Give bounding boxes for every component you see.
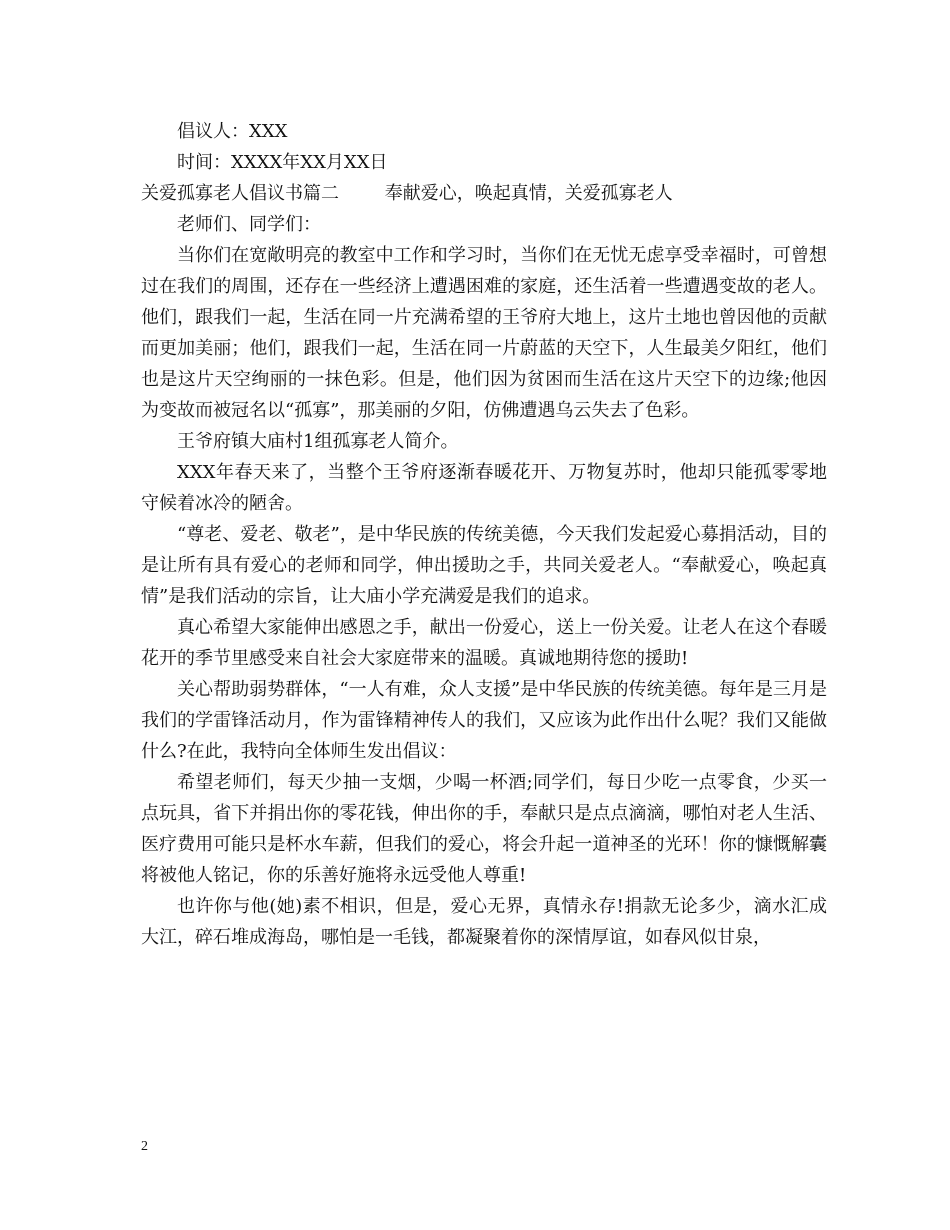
section-title: 关爱孤寡老人倡议书篇二 — [141, 183, 339, 204]
section-subtitle: 奉献爱心，唤起真情，关爱孤寡老人 — [384, 183, 673, 204]
date-line: 时间：XXXX年XX月XX日 — [177, 152, 388, 173]
document-body — [141, 116, 827, 953]
paragraph: XXX年春天来了，当整个王爷府逐渐春暖花开、万物复苏时，他却只能孤零零地守候着冰冷的陋舍。 — [141, 462, 827, 514]
paragraph: 王爷府镇大庙村1组孤寡老人简介。 — [177, 431, 459, 452]
salutation-line: 老师们、同学们： — [177, 214, 321, 235]
paragraph: 也许你与他(她)素不相识，但是，爱心无界，真情永存!捐款无论多少，滴水汇成大江，碎石堆成海岛，哪怕是一毛钱，都凝聚着你的深情厚谊，如春风似甘泉， — [141, 896, 827, 948]
paragraph: “尊老、爱老、敬老”，是中华民族的传统美德，今天我们发起爱心募捐活动，目的是让所有具有爱心的老师和同学，伸出援助之手，共同关爱老人。“奉献爱心，唤起真情”是我们活动的宗旨，让大庙小学充满爱是我们的追求。 — [141, 524, 827, 607]
page-number: 2 — [141, 1139, 148, 1154]
paragraph: 当你们在宽敞明亮的教室中工作和学习时，当你们在无忧无虑享受幸福时，可曾想过在我们的周围，还存在一些经济上遭遇困难的家庭，还生活着一些遭遇变故的老人。他们，跟我们一起，生活在同一片充满希望的王爷府大地上，这片土地也曾因他的贡献而更加美丽；他们，跟我们一起，生活在同一片蔚蓝的天空下，人生最美夕阳红，他们也是这片天空绚丽的一抹色彩。但是，他们因为贫困而生活在这片天空下的边缘;他因为变故而被冠名以“孤寡”，那美丽的夕阳，仿佛遭遇乌云失去了色彩。 — [141, 245, 827, 421]
proposer-line: 倡议人：XXX — [177, 121, 288, 142]
paragraph: 希望老师们，每天少抽一支烟，少喝一杯酒;同学们，每日少吃一点零食，少买一点玩具，省下并捐出你的零花钱，伸出你的手，奉献只是点点滴滴，哪怕对老人生活、医疗费用可能只是杯水车薪，但我们的爱心，将会升起一道神圣的光环！你的慷慨解囊将被他人铭记，你的乐善好施将永远受他人尊重! — [141, 772, 827, 886]
section-heading — [141, 178, 827, 209]
paragraph: 真心希望大家能伸出感恩之手，献出一份爱心，送上一份关爱。让老人在这个春暖花开的季节里感受来自社会大家庭带来的温暖。真诚地期待您的援助! — [141, 617, 827, 669]
paragraph: 关心帮助弱势群体，“一人有难，众人支援”是中华民族的传统美德。每年是三月是我们的学雷锋活动月，作为雷锋精神传人的我们，又应该为此作出什么呢？我们又能做什么?在此，我特向全体师生发出倡议： — [141, 679, 827, 762]
